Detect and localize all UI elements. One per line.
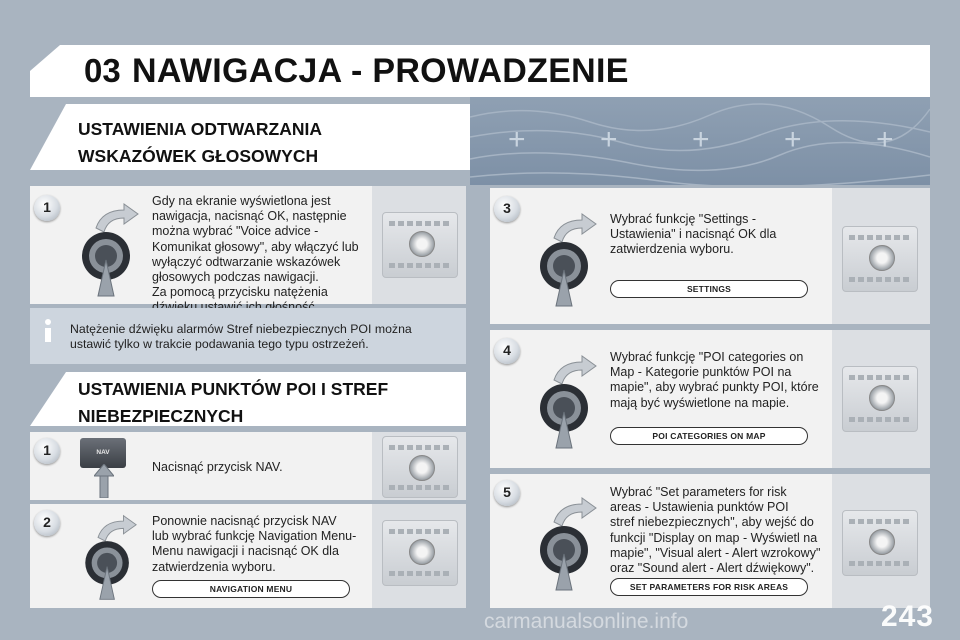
step-badge: 2 [34,510,60,536]
nav-button-icon: NAV [80,438,126,468]
step-text: Gdy na ekranie wyświetlona jest nawigacja, nacisnąć OK, następnie można wybrać "Voice advice - Komunikat głosowy", aby włączyć lub wyłączyć odtwarzanie wskazówek głosowych podczas nawigacji. Za pomocą przycisku natężenia [152,194,359,300]
step-text: Wybrać funkcję "Settings - Ustawienia" i nacisnąć OK dla zatwierdzenia wyboru. [610,212,777,257]
step-badge: 5 [494,480,520,506]
rotary-knob-icon [82,512,154,622]
press-arrow-icon [94,464,114,498]
step-text: Ponownie nacisnąć przycisk NAV lub wybrać funkcję Navigation Menu- Menu nawigacji i nacisnąć OK dla zatwierdzenia wyboru. [152,514,357,574]
radio-device-icon [842,510,918,576]
menu-label-pill: SETTINGS [610,280,808,298]
page-number: 243 [880,600,934,633]
menu-label-pill: SET PARAMETERS FOR RISK AREAS [610,578,808,596]
radio-device-icon [382,520,458,586]
radio-device-icon [842,366,918,432]
chapter-number: 03 [84,52,121,89]
menu-label-pill: NAVIGATION MENU [152,580,350,598]
step-text: Nacisnąć przycisk NAV. [152,460,283,474]
info-icon [38,318,58,344]
section-title-voice: USTAWIENIA ODTWARZANIA WSKAZÓWEK GŁOSOWYCH [78,119,323,166]
radio-device-icon [842,226,918,292]
radio-device-icon [382,212,458,278]
rotary-knob-icon [540,494,612,604]
radio-device-icon [382,436,458,498]
step-badge: 1 [34,195,60,221]
rotary-knob-icon [82,200,154,310]
map-plus-icon: + [784,123,802,156]
info-text: Natężenie dźwięku alarmów Stref niebezpiecznych POI można ustawić tylko w trakcie podawania tego typu ostrzeżeń. [70,322,412,351]
map-plus-icon: + [600,123,618,156]
section-title-poi: USTAWIENIA PUNKTÓW POI I STREF NIEBEZPIECZNYCH [78,379,389,426]
map-illustration [470,97,930,185]
watermark: carmanualsonline.info [484,610,689,633]
rotary-knob-icon [540,352,612,462]
rotary-knob-icon [540,210,612,320]
step-badge: 1 [34,438,60,464]
map-plus-icon: + [692,123,710,156]
header-corner [0,45,60,97]
step-text: Wybrać funkcję "POI categories on Map - Kategorie punktów POI na mapie", aby wybrać punkty POI, które mają być wyświetlone na mapie. [610,350,819,410]
step-badge: 3 [494,196,520,222]
page-title: NAWIGACJA - PROWADZENIE [132,52,629,90]
menu-label-pill: POI CATEGORIES ON MAP [610,427,808,445]
step-text: Wybrać "Set parameters for risk areas - Ustawienia punktów POI stref niebezpiecznych", aby wejść do funkcji "Display on map - Wyświetl na mapie", "Visual alert - Alert wzrokowy" oraz "Sound alert - Alert dźwiękowy". [610,485,821,576]
map-plus-icon: + [876,123,894,156]
map-plus-icon: + [508,123,526,156]
step-badge: 4 [494,338,520,364]
